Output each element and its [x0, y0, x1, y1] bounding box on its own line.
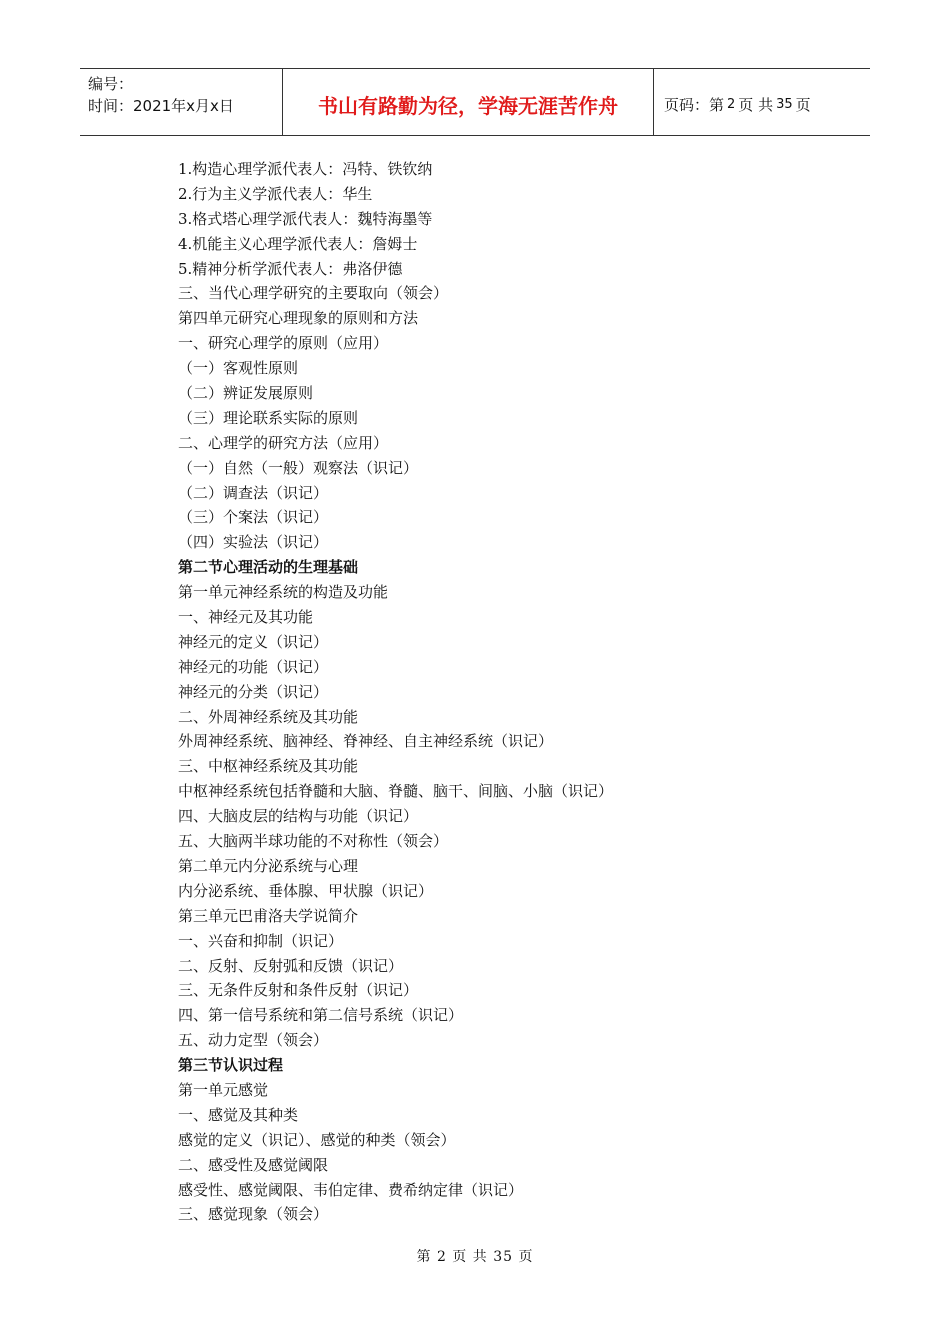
- text-line: 一、神经元及其功能: [178, 608, 314, 627]
- doc-time-label: 时间：2021年x月x日: [88, 97, 234, 115]
- text-line: 二、反射、反射弧和反馈（识记）: [178, 956, 404, 975]
- text-line: 3.格式塔心理学派代表人：魏特海墨等: [178, 209, 433, 228]
- text-line: 五、动力定型（领会）: [178, 1031, 329, 1050]
- text-line: 第二单元内分泌系统与心理: [178, 856, 359, 875]
- page-mid: 页 共: [738, 95, 774, 114]
- text-line: 1.构造心理学派代表人：冯特、铁钦纳: [178, 160, 433, 178]
- text-line: 神经元的分类（识记）: [178, 682, 329, 701]
- text-line: （四）实验法（识记）: [178, 533, 329, 552]
- section-heading: 第三节认识过程: [178, 1056, 284, 1075]
- text-line: 二、外周神经系统及其功能: [178, 707, 359, 726]
- page-prefix: 页码：第: [664, 95, 725, 114]
- doc-number-label: 编号：: [88, 75, 134, 93]
- text-line: 第一单元感觉: [178, 1080, 269, 1099]
- text-line: 中枢神经系统包括脊髓和大脑、脊髓、脑干、间脑、小脑（识记）: [178, 782, 614, 801]
- page-total: 35: [776, 96, 793, 112]
- header-page-info: [654, 69, 870, 135]
- text-line: 神经元的功能（识记）: [178, 657, 329, 676]
- text-line: 三、中枢神经系统及其功能: [178, 757, 359, 776]
- text-line: 感受性、感觉阈限、韦伯定律、费希纳定律（识记）: [178, 1180, 524, 1199]
- text-line: 第四单元研究心理现象的原则和方法: [178, 309, 419, 328]
- header-motto: 书山有路勤为径，学海无涯苦作舟: [282, 69, 654, 135]
- text-line: 内分泌系统、垂体腺、甲状腺（识记）: [178, 881, 434, 900]
- text-line: （二）调查法（识记）: [178, 483, 329, 502]
- text-line: 二、感受性及感觉阈限: [178, 1155, 329, 1174]
- text-line: （二）辨证发展原则: [178, 384, 314, 403]
- page-header: [80, 68, 870, 136]
- text-line: 一、感觉及其种类: [178, 1105, 299, 1124]
- text-line: 第三单元巴甫洛夫学说简介: [178, 906, 359, 925]
- text-line: 一、兴奋和抑制（识记）: [178, 931, 344, 950]
- text-line: 五、大脑两半球功能的不对称性（领会）: [178, 832, 449, 851]
- page-footer: 第 2 页 共 35 页: [416, 1249, 534, 1265]
- text-line: （三）个案法（识记）: [178, 508, 329, 527]
- section-heading: 第二节心理活动的生理基础: [178, 558, 359, 577]
- text-line: 三、感觉现象（领会）: [178, 1205, 329, 1224]
- page-current: 2: [727, 96, 736, 112]
- text-line: 三、当代心理学研究的主要取向（领会）: [178, 284, 449, 303]
- header-meta: [80, 69, 282, 135]
- text-line: 四、第一信号系统和第二信号系统（识记）: [178, 1006, 464, 1025]
- text-line: 5.精神分析学派代表人：弗洛伊德: [178, 259, 403, 278]
- text-line: （三）理论联系实际的原则: [178, 408, 359, 427]
- text-line: 四、大脑皮层的结构与功能（识记）: [178, 807, 419, 826]
- text-line: （一）客观性原则: [178, 359, 299, 378]
- text-line: 三、无条件反射和条件反射（识记）: [178, 981, 419, 1000]
- text-line: 外周神经系统、脑神经、脊神经、自主神经系统（识记）: [178, 732, 554, 751]
- text-line: 第一单元神经系统的构造及功能: [178, 583, 389, 602]
- text-line: 2.行为主义学派代表人：华生: [178, 184, 373, 203]
- text-line: 感觉的定义（识记）、感觉的种类（领会）: [178, 1130, 456, 1149]
- text-line: 4.机能主义心理学派代表人：詹姆士: [178, 234, 418, 253]
- document-body: [178, 157, 818, 1227]
- text-line: 一、研究心理学的原则（应用）: [178, 334, 389, 353]
- text-line: （一）自然（一般）观察法（识记）: [178, 458, 419, 477]
- page-suffix: 页: [795, 95, 811, 114]
- text-line: 神经元的定义（识记）: [178, 632, 329, 651]
- text-line: 二、心理学的研究方法（应用）: [178, 433, 389, 452]
